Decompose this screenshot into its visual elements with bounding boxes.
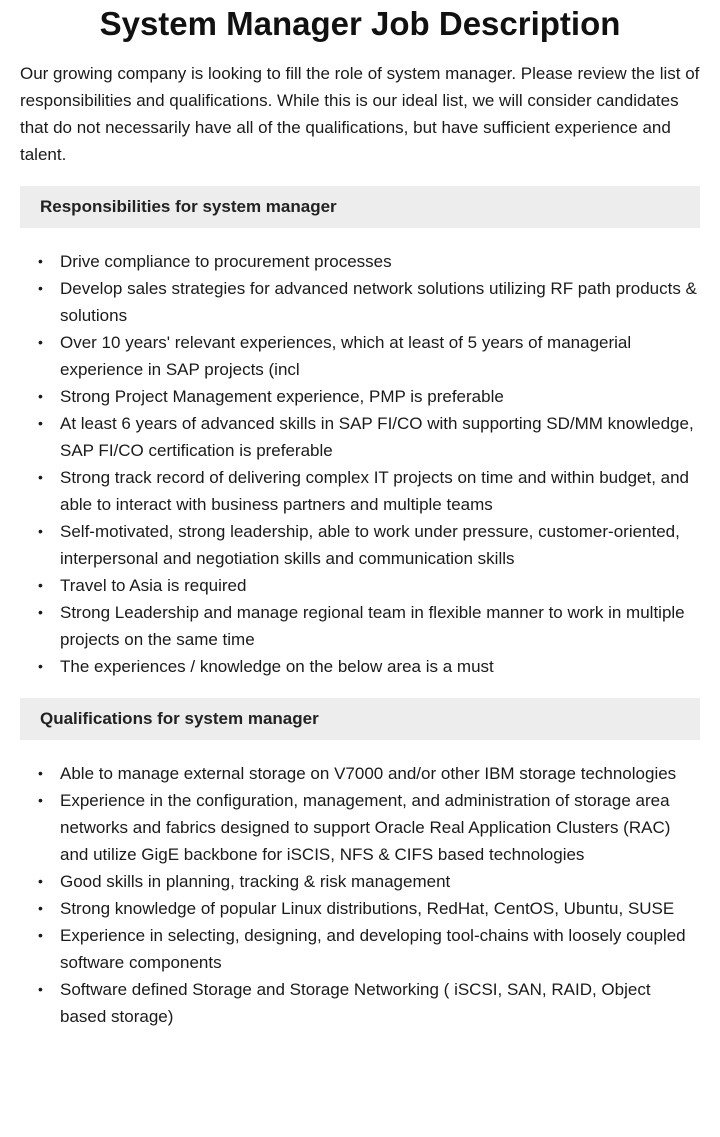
list-item: • Software defined Storage and Storage Networking ( iSCSI, SAN, RAID, Object based storage) [60, 976, 700, 1030]
bullet-icon: • [38, 523, 43, 539]
bullet-icon: • [38, 927, 43, 943]
bullet-icon: • [38, 388, 43, 404]
qualifications-heading: Qualifications for system manager [20, 698, 700, 740]
bullet-icon: • [38, 253, 43, 269]
responsibilities-list [20, 248, 700, 680]
list-item: • Experience in the configuration, management, and administration of storage area networks and fabrics designed to support Oracle Real Application Clusters (RAC) and utilize GigE backbone for iSCIS, NFS & CIFS based technologies [60, 787, 700, 868]
list-item: • Experience in selecting, designing, and developing tool-chains with loosely coupled software components [60, 922, 700, 976]
bullet-icon: • [38, 334, 43, 350]
bullet-icon: • [38, 900, 43, 916]
bullet-icon: • [38, 792, 43, 808]
bullet-icon: • [38, 469, 43, 485]
list-item: • Strong Project Management experience, PMP is preferable [60, 383, 700, 410]
list-item: • At least 6 years of advanced skills in SAP FI/CO with supporting SD/MM knowledge, SAP FI/CO certification is preferable [60, 410, 700, 464]
responsibilities-heading: Responsibilities for system manager [20, 186, 700, 228]
bullet-icon: • [38, 604, 43, 620]
bullet-icon: • [38, 873, 43, 889]
bullet-icon: • [38, 415, 43, 431]
qualifications-list [20, 760, 700, 1030]
list-item: • Strong track record of delivering complex IT projects on time and within budget, and able to interact with business partners and multiple teams [60, 464, 700, 518]
bullet-icon: • [38, 765, 43, 781]
list-item: • The experiences / knowledge on the below area is a must [60, 653, 700, 680]
list-item: • Over 10 years' relevant experiences, which at least of 5 years of managerial experience in SAP projects (incl [60, 329, 700, 383]
list-item: • Strong Leadership and manage regional team in flexible manner to work in multiple projects on the same time [60, 599, 700, 653]
intro-paragraph: Our growing company is looking to fill the role of system manager. Please review the list of responsibilities and qualifications. While this is our ideal list, we will consider candidates that do not necessarily have all of the qualifications, but have sufficient experience and talent. [20, 64, 700, 164]
bullet-icon: • [38, 577, 43, 593]
list-item: • Good skills in planning, tracking & risk management [60, 868, 700, 895]
list-item: • Able to manage external storage on V7000 and/or other IBM storage technologies [60, 760, 700, 787]
list-item: • Develop sales strategies for advanced network solutions utilizing RF path products & solutions [60, 275, 700, 329]
page-title: System Manager Job Description [99, 5, 621, 42]
list-item: • Strong knowledge of popular Linux distributions, RedHat, CentOS, Ubuntu, SUSE [60, 895, 700, 922]
list-item: • Travel to Asia is required [60, 572, 700, 599]
bullet-icon: • [38, 280, 43, 296]
list-item: • Self-motivated, strong leadership, able to work under pressure, customer-oriented, interpersonal and negotiation skills and communication skills [60, 518, 700, 572]
bullet-icon: • [38, 981, 43, 997]
list-item: • Drive compliance to procurement processes [60, 248, 700, 275]
bullet-icon: • [38, 658, 43, 674]
